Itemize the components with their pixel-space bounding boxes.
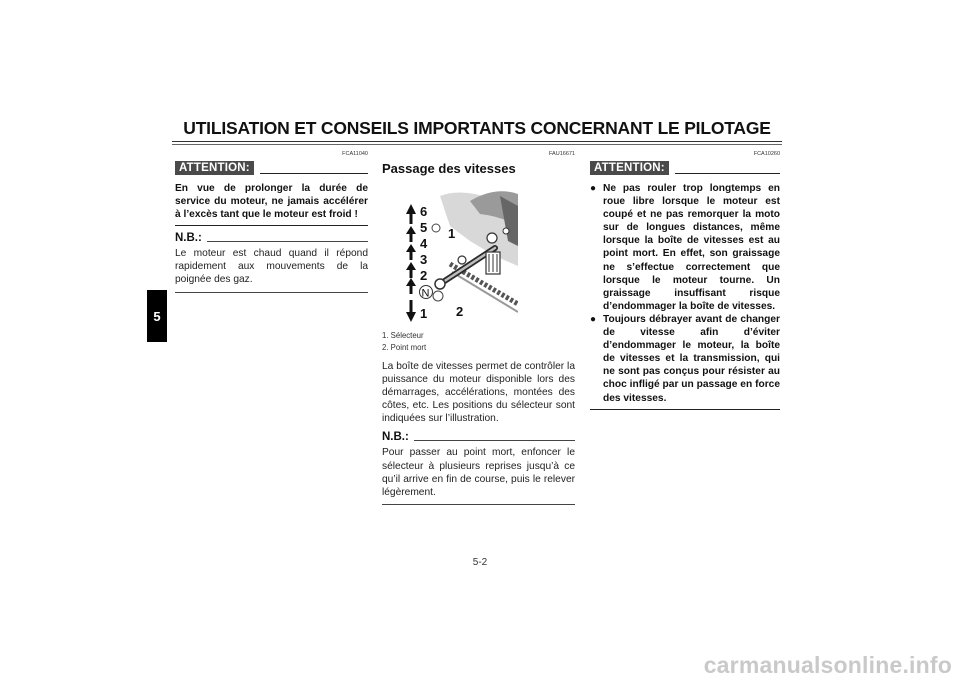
gear-label: 6 — [420, 204, 428, 219]
column-right — [590, 151, 780, 410]
arrow-up-stem — [410, 270, 413, 278]
arrow-up-icon — [406, 262, 416, 270]
attention-header — [590, 161, 780, 175]
reference-code: FCA11040 — [342, 151, 368, 157]
nb-header — [175, 232, 368, 244]
caption-item: 1. Sélecteur — [382, 331, 424, 340]
callout-2: 2 — [456, 304, 464, 319]
list-item — [590, 182, 780, 313]
attention-end-rule — [175, 225, 368, 226]
gear-label: 1 — [420, 306, 428, 321]
attention-header — [175, 161, 368, 175]
chapter-tab: 5 — [147, 290, 167, 342]
gear-shift-illustration — [400, 186, 518, 326]
gear-label: 3 — [420, 252, 428, 267]
nb-end-rule — [382, 504, 575, 505]
column-middle — [382, 151, 575, 505]
column-left — [175, 151, 368, 293]
arrow-up-stem — [410, 286, 413, 294]
gear-label: 2 — [420, 268, 428, 283]
attention-rule — [675, 173, 780, 174]
attention-text: En vue de prolonger la durée de service du moteur, ne jamais accélérer à l’excès tant que le moteur est froid ! — [175, 183, 368, 221]
bullet-icon: ● — [590, 313, 597, 325]
gear-label: 5 — [420, 220, 428, 235]
attention-list — [590, 182, 780, 405]
nb-text: Le moteur est chaud quand il répond rapidement aux mouvements de la poignée des gaz. — [175, 248, 368, 286]
nb-label: N.B.: — [382, 431, 409, 444]
arrow-up-stem — [410, 234, 413, 242]
caption-item: 2. Point mort — [382, 343, 427, 352]
arrow-up-icon — [406, 244, 416, 252]
section-title: Passage des vitesses — [382, 161, 516, 176]
arrow-up-stem — [410, 252, 413, 260]
shaft-bolt — [487, 233, 497, 243]
arrow-up-icon — [406, 226, 416, 234]
body-paragraph: La boîte de vitesses permet de contrôler la puissance du moteur disponible lors des démarrages, accélérations, montées des côtes, etc. Les positions du sélecteur sont indiquées sur l’illustration. — [382, 361, 575, 425]
nb-rule — [207, 241, 368, 242]
bullet-icon: ● — [590, 183, 597, 194]
list-item-text: Ne pas rouler trop longtemps en roue libre lorsque le moteur est coupé et ne pas remorquer la moto sur de longues distances, même lorsque la boîte de vitesses est au point mort. En effet, son graissage ne s’effectue correctement que lorsque le moteur tourne. Un graissage insuffisant risque d’endommager la boîte de vitesses. — [603, 183, 780, 312]
list-item — [590, 313, 780, 405]
attention-rule — [260, 173, 368, 174]
nb-text: Pour passer au point mort, enfoncer le sélecteur à plusieurs reprises jusqu’à ce qu’il arrive en fin de course, puis le relever légèrement. — [382, 447, 575, 498]
attention-label: ATTENTION: — [175, 161, 254, 175]
illustration-drawing — [400, 186, 518, 326]
gear-label: 4 — [420, 236, 428, 251]
shift-pedal — [435, 279, 445, 289]
arrow-down-icon — [406, 312, 416, 322]
pivot-bolt — [458, 256, 466, 264]
engine-bolt — [503, 228, 509, 234]
neutral-marker — [433, 291, 443, 301]
callout-1: 1 — [448, 226, 456, 241]
arrow-up-stem — [410, 214, 413, 224]
arrow-up-icon — [406, 204, 416, 214]
watermark-text: carmanualsonline.info — [703, 652, 952, 678]
nb-rule — [414, 440, 575, 441]
arrow-down-stem — [410, 300, 413, 312]
nb-header — [382, 431, 575, 443]
page-title: UTILISATION ET CONSEILS IMPORTANTS CONCERNANT LE PILOTAGE — [183, 118, 771, 138]
reference-code: FAU16671 — [549, 151, 575, 157]
attention-end-rule — [590, 409, 780, 410]
title-rule-secondary — [172, 144, 782, 145]
page-number: 5-2 — [472, 557, 488, 568]
figure-captions — [382, 330, 575, 354]
reference-code: FCA10260 — [753, 151, 780, 157]
gear-label-neutral: N — [421, 287, 430, 300]
list-item-text: Toujours débrayer avant de changer de vitesse afin d’éviter d’endommager le moteur, la boîte de vitesses et la transmission, qui ne sont pas conçus pour résister au choc infligé par un passage en force des vitesses. — [603, 313, 780, 404]
title-rule — [172, 141, 782, 142]
nb-end-rule — [175, 292, 368, 293]
attention-label: ATTENTION: — [590, 161, 669, 175]
nb-label: N.B.: — [175, 232, 202, 245]
gear-position-marker — [432, 224, 440, 232]
arrow-up-icon — [406, 278, 416, 286]
